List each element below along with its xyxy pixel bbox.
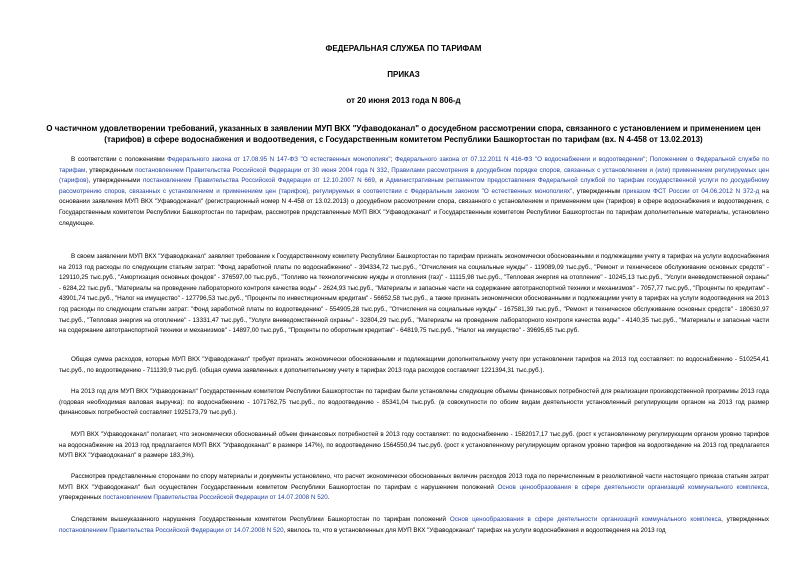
legal-reference-link[interactable]: Положением о Федеральной службе по тарифам [59,156,770,174]
paragraph-text: , утвержденных [59,483,769,502]
paragraph-text: , явилось то, что в установленных для МУП ВКХ "Уфаводоканал" тарифах на услуги водоснабжения и водоотведения на 2013 год [283,526,666,534]
paragraph-text: МУП ВКХ "Уфаводоканал" полагает, что экономически обоснованный объем финансовых потребностей в 2013 году составляет: по водоснабжению - 1582017,17 тыс.руб. (рост к установленному регулирующим органом уровню тарифов на водоснабжение на 2013 год предлагается МУП ВКХ "Уфаводоканал" в размере 147%), по водоотведению 1564550,94 тыс.руб. (рост к установленному регулирующим органом уровню тарифов на водоотведение на 2013 год предлагается МУП ВКХ "Уфаводоканал" в размере 183,3%). [59,431,769,460]
paragraph-text: . [327,494,330,502]
paragraph-text: , [387,166,392,174]
agency-heading: ФЕДЕРАЛЬНАЯ СЛУЖБА ПО ТАРИФАМ [325,44,482,53]
paragraph-text: , и [374,177,386,185]
legal-reference-link[interactable]: постановлением Правительства Российской Федерации от 12.10.2007 N 669 [142,177,375,185]
paragraph-consequence [59,515,769,536]
legal-reference-link[interactable]: Федерального закона от 07.12.2011 N 416-ФЗ "О водоснабжении и водоотведении" [394,156,646,163]
paragraph-established-revenue [59,387,769,419]
legal-reference-link[interactable]: Основ ценообразования в сфере деятельности организаций коммунального комплекса [497,483,768,491]
legal-reference-link[interactable]: Федерального закона от 17.08.95 N 147-ФЗ "О естественных монополиях" [167,156,391,163]
paragraph-text: Общая сумма расходов, которые МУП ВКХ "Уфаводоканал" требует признать экономически обоснованными и подлежащими дополнительному учету при установлении тарифов на 2013 год составляет: по водоснабжению - 510254,41 тыс.руб., по водоотведению - 711139,9 тыс.руб. (общая сумма заявленных к дополнительному учету в тарифах 2013 года расходов составляет 1221394,31 тыс.руб.). [59,356,769,374]
paragraph-text: , утвержденными [88,177,143,185]
paragraph-utility-position [59,430,769,462]
paragraph-text: , утвержденных [721,516,769,523]
legal-reference-link[interactable]: постановлением Правительства Российской Федерации от 30 июня 2004 года N 332 [135,166,388,174]
paragraph-total-claim [59,355,769,376]
paragraph-text: В соответствии с положениями [71,156,168,163]
paragraph-text: На 2013 год для МУП ВКХ "Уфаводоканал" Государственным комитетом Республики Башкортостан по тарифам были установлены следующие объемы финансовых потребностей для реализации производственной программы 2013 года (годовая необходимая валовая выручка): по водоснабжению - 1071762,75 тыс.руб., по водоотведению - 85341,04 тыс.руб. (в совокупности по обоим видам деятельности установленный регулирующим органом на 2013 год размер финансовых потребностей составляет 1925173,79 тыс.руб.). [59,388,769,417]
paragraph-text: В своем заявлении МУП ВКХ "Уфаводоканал" заявляет требование к Государственному комитету Республики Башкортостан по тарифам признать экономически обоснованными и подлежащими учету в тарифах на услуги водоснабжения на 2013 год расходы по следующим статьям затрат: "Фонд заработной платы по водоснабжению" - 394334,72 тыс.руб., "Отчисления на социальные нужды" - 119089,09 тыс.руб., "Ремонт и техническое обслуживание основных средств" - 129110,25 тыс.руб., "Амортизация основных фондов" - 376597,00 тыс.руб., "Топливо на технологические нужды и отопления (газ)" - 11115,98 тыс.руб., "Тепловая энергия на отопление" - 10245,13 тыс.руб., "Услуги вневедомственной охраны" - 6284,22 тыс.руб., "Материалы на проведение лабораторного контроля качества воды" - 2624,93 тыс.руб., "Материалы и запасные части на содержание автотранспортной техники и механизмов" - 7057,77 тыс.руб., "Проценты по кредитам" - 43901,74 тыс.руб., "Налог на имущество" - 127796,53 тыс.руб., "Проценты по инвестиционным кредитам" - 56652,58 тыс.руб., а также признать экономически обоснованными и подлежащими учету в тарифах на услуги водоотведения на 2013 год расходы по следующим статьям затрат: "Фонд заработной платы по водоотведению" - 554905,28 тыс.руб., "Отчисления на социальные нужды" - 167581,39 тыс.руб., "Ремонт и техническое обслуживание основных средств" - 180630,97 тыс.руб., "Тепловая энергия на отопление" - 13331,47 тыс.руб., "Услуги вневедомственной охраны" - 32804,29 тыс.руб., "Материалы на проведение лабораторного контроля качества воды" - 4140,35 тыс.руб., "Материалы и запасные части на содержание автотранспортной техники и механизмов" - 14897,00 тыс.руб., "Проценты по оборотным кредитам" - 64819,75 тыс.руб., "Налог на имущество" - 39695,65 тыс.руб. [59,253,769,335]
document-type-heading: ПРИКАЗ [387,70,420,79]
document-date-number: от 20 июня 2013 года N 806-д [346,96,461,105]
legal-reference-link[interactable]: постановлением Правительства Российской Федерации от 14.07.2008 N 520 [59,526,284,534]
paragraph-legal-basis [59,155,769,229]
paragraph-text: Рассмотрев представленные сторонами по спору материалы и документы установлено, что расчет экономически обоснованных величин расходов 2013 года по перечисленным в резолютивной части настоящего приказа статьям затрат МУП ВКХ "Уфаводоканал" был осуществлен Государственным комитетом Республики Башкортостан по тарифам с нарушением положений [59,473,769,491]
paragraph-text: ; [645,156,650,163]
paragraph-text: , утвержденным [572,187,624,195]
legal-reference-link[interactable]: приказом ФСТ России от 04.06.2012 N 372-д [623,187,760,195]
paragraph-text: Следствием вышеуказанного нарушения Государственным комитетом Республики Башкортостан по тарифам положений [71,516,450,523]
paragraph-claims [59,252,769,337]
paragraph-text: , утвержденным [85,166,136,174]
legal-reference-link[interactable]: Правилами рассмотрения в досудебном порядке споров, связанных с установлением и (или) применением регулируемых цен (тарифов) [59,166,770,185]
paragraph-text: ; [390,156,395,163]
paragraph-findings [59,472,769,504]
legal-reference-link[interactable]: Административным регламентом предоставления Федеральной службой по тарифам государственной услуги по досудебному рассмотрению споров, связанных с установлением и применением цен (тарифов), регулируемых в соответствии с Федеральным законом "О естественных монополиях" [59,177,769,195]
document-title: О частичном удовлетворении требований, указанных в заявлении МУП ВКХ "Уфаводоканал" о досудебном рассмотрении спора, связанного с установлением и применением цен (тарифов) в сфере водоснабжения и водоотведения, с Государственным комитетом Республики Башкортостан по тарифам (вх. N 4-458 от 13.02.2013) [46,124,761,144]
legal-reference-link[interactable]: постановлением Правительства Российской Федерации от 14.07.2008 N 520 [103,494,328,502]
legal-reference-link[interactable]: Основ ценообразования в сфере деятельности организаций коммунального комплекса [449,516,722,523]
paragraph-text: на основании заявления МУП ВКХ "Уфаводоканал" (регистрационный номер N 4-458 от 13.02.2013) о досудебном рассмотрении спора, связанного с установлением и применением цен (тарифов) в сфере водоснабжения и водоотведения, с Государственным комитетом Республики Башкортостан по тарифам, рассмотрев представленные МУП ВКХ "Уфаводоканал" и Государственным комитетом Республики Башкортостан по тарифам дополнительные материалы, установлено следующее. [59,187,769,227]
